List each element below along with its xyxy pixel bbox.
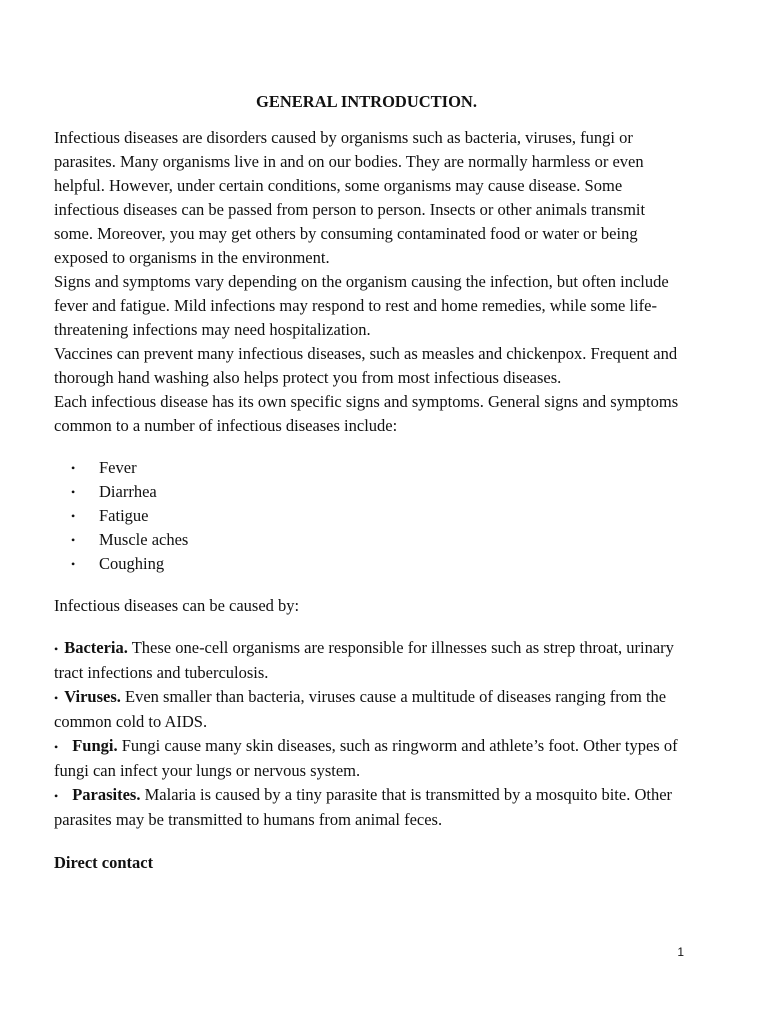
causes-intro: Infectious diseases can be caused by: — [54, 596, 300, 615]
bullet-icon: • — [71, 533, 76, 547]
cause-term: Viruses. — [64, 687, 121, 706]
cause-item-bacteria — [54, 636, 684, 685]
cause-term: Bacteria. — [64, 638, 128, 657]
list-item — [54, 552, 684, 576]
bullet-icon: • — [54, 691, 59, 705]
bullet-icon: • — [71, 509, 76, 523]
bullet-icon: • — [54, 642, 59, 656]
section-heading: Direct contact — [54, 853, 154, 872]
bullet-icon: • — [71, 557, 76, 571]
bullet-icon: • — [71, 461, 76, 475]
bullet-icon: • — [71, 485, 76, 499]
list-item — [54, 504, 684, 528]
paragraph-intro: Infectious diseases are disorders caused by organisms such as bacteria, viruses, fungi or parasites. Many organisms live in and on our bodies. They are normally harmless or even helpful. However, under certain conditions, some organisms may cause disease. Some infectious diseases can be passed from person to person. Insects or other animals transmit some. Moreover, you may get others by consuming contaminated food or water or being exposed to organisms in the environment. — [54, 128, 646, 267]
cause-item-viruses — [54, 685, 684, 734]
cause-description: Malaria is caused by a tiny parasite that is transmitted by a mosquito bite. Other parasites may be transmitted to humans from animal feces. — [54, 785, 673, 829]
symptom-label: Fatigue — [99, 506, 149, 525]
cause-item-fungi — [54, 734, 684, 783]
cause-term: Fungi. — [72, 736, 118, 755]
document-body — [54, 126, 684, 875]
cause-term: Parasites. — [72, 785, 141, 804]
page-title: GENERAL INTRODUCTION. — [256, 92, 477, 111]
cause-description: Even smaller than bacteria, viruses cause a multitude of diseases ranging from the common cold to AIDS. — [54, 687, 667, 731]
symptom-label: Muscle aches — [99, 530, 189, 549]
symptom-label: Fever — [99, 458, 137, 477]
bullet-icon: • — [54, 789, 59, 803]
list-item — [54, 480, 684, 504]
cause-description: These one-cell organisms are responsible for illnesses such as strep throat, urinary tract infections and tuberculosis. — [54, 638, 674, 682]
page-number: 1 — [677, 945, 684, 959]
cause-description: Fungi cause many skin diseases, such as ringworm and athlete’s foot. Other types of fungi can infect your lungs or nervous system. — [54, 736, 678, 780]
list-item — [54, 456, 684, 480]
paragraph-general-signs: Each infectious disease has its own specific signs and symptoms. General signs and symptoms common to a number of infectious diseases include: — [54, 392, 679, 435]
bullet-icon: • — [54, 740, 59, 754]
symptom-label: Coughing — [99, 554, 165, 573]
symptom-label: Diarrhea — [99, 482, 157, 501]
paragraph-symptoms-overview: Signs and symptoms vary depending on the organism causing the infection, but often include fever and fatigue. Mild infections may respond to rest and home remedies, while some life-threatening infections may need hospitalization. — [54, 272, 669, 339]
list-item — [54, 528, 684, 552]
cause-item-parasites — [54, 783, 684, 832]
paragraph-vaccines: Vaccines can prevent many infectious diseases, such as measles and chickenpox. Frequent and thorough hand washing also helps protect you from most infectious diseases. — [54, 344, 678, 387]
symptoms-list — [54, 456, 684, 576]
